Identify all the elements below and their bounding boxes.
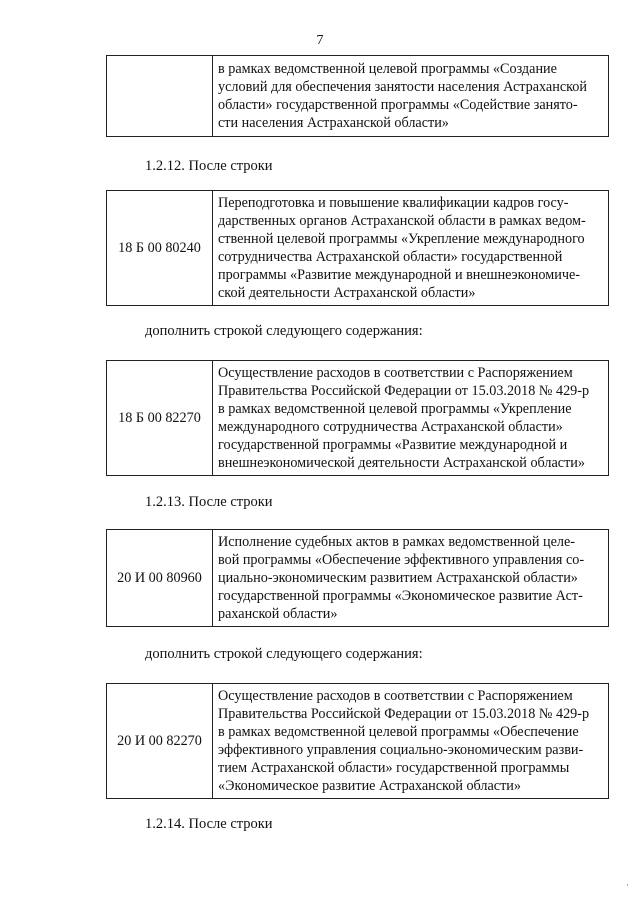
description-line: государственной программы «Экономическое развитие Аст- — [218, 588, 583, 604]
description-line: международного сотрудничества Астраханской области» — [218, 419, 563, 435]
description-line: тием Астраханской области» государственной программы — [218, 760, 570, 776]
description-line: дарственных органов Астраханской области в рамках ведом- — [218, 213, 586, 229]
budget-code-cell: 18 Б 00 80240 — [107, 191, 213, 306]
description-line: в рамках ведомственной целевой программы «Укрепление — [218, 401, 572, 417]
section-heading-1-2-12: 1.2.12. После строки — [145, 158, 273, 174]
add-row-instruction: дополнить строкой следующего содержания: — [145, 646, 423, 662]
description-line: внешнеэкономической деятельности Астраханской области» — [218, 455, 585, 471]
scan-speck: · — [626, 880, 629, 890]
description-line: программы «Развитие международной и внешнеэкономиче- — [218, 267, 580, 283]
budget-description-cell — [213, 361, 609, 476]
description-line: ственной целевой программы «Укрепление международного — [218, 231, 585, 247]
page-number: 7 — [316, 33, 324, 48]
table-row — [107, 191, 609, 306]
description-line: Осуществление расходов в соответствии с Распоряжением — [218, 365, 573, 381]
description-line: циально-экономическим развитием Астраханской области» — [218, 570, 578, 586]
description-line: вой программы «Обеспечение эффективного управления со- — [218, 552, 585, 568]
description-line: в рамках ведомственной целевой программы «Создание — [218, 61, 557, 77]
description-line: ской деятельности Астраханской области» — [218, 285, 476, 301]
table-row — [107, 530, 609, 627]
budget-code-cell: 18 Б 00 82270 — [107, 361, 213, 476]
description-line: в рамках ведомственной целевой программы «Обеспечение — [218, 724, 579, 740]
budget-code-cell: 20 И 00 80960 — [107, 530, 213, 627]
description-line: области» государственной программы «Содействие занято- — [218, 97, 578, 113]
budget-code-cell — [107, 56, 213, 137]
budget-description-cell — [213, 684, 609, 799]
table-row — [107, 361, 609, 476]
budget-code-cell: 20 И 00 82270 — [107, 684, 213, 799]
description-line: Переподготовка и повышение квалификации кадров госу- — [218, 195, 569, 211]
description-line: эффективного управления социально-экономическим разви- — [218, 742, 584, 758]
budget-description-cell — [213, 56, 609, 137]
description-line: сотрудничества Астраханской области» государственной — [218, 249, 563, 265]
budget-description-cell — [213, 530, 609, 627]
description-line: Исполнение судебных актов в рамках ведомственной целе- — [218, 534, 575, 550]
description-line: государственной программы «Развитие международной и — [218, 437, 568, 453]
budget-row-table-20i0082270 — [106, 683, 609, 799]
budget-row-table-18b0080240 — [106, 190, 609, 306]
description-line: Правительства Российской Федерации от 15.03.2018 № 429-р — [218, 706, 590, 722]
budget-row-table-continued — [106, 55, 609, 137]
description-line: Правительства Российской Федерации от 15.03.2018 № 429-р — [218, 383, 590, 399]
description-line: Осуществление расходов в соответствии с Распоряжением — [218, 688, 573, 704]
description-line: раханской области» — [218, 606, 338, 622]
description-line: сти населения Астраханской области» — [218, 115, 449, 131]
add-row-instruction: дополнить строкой следующего содержания: — [145, 323, 423, 339]
section-heading-1-2-14: 1.2.14. После строки — [145, 816, 273, 832]
budget-description-cell — [213, 191, 609, 306]
section-heading-1-2-13: 1.2.13. После строки — [145, 494, 273, 510]
description-line: «Экономическое развитие Астраханской области» — [218, 778, 521, 794]
description-line: условий для обеспечения занятости населения Астраханской — [218, 79, 587, 95]
budget-row-table-20i0080960 — [106, 529, 609, 627]
table-row — [107, 56, 609, 137]
budget-row-table-18b0082270 — [106, 360, 609, 476]
table-row — [107, 684, 609, 799]
